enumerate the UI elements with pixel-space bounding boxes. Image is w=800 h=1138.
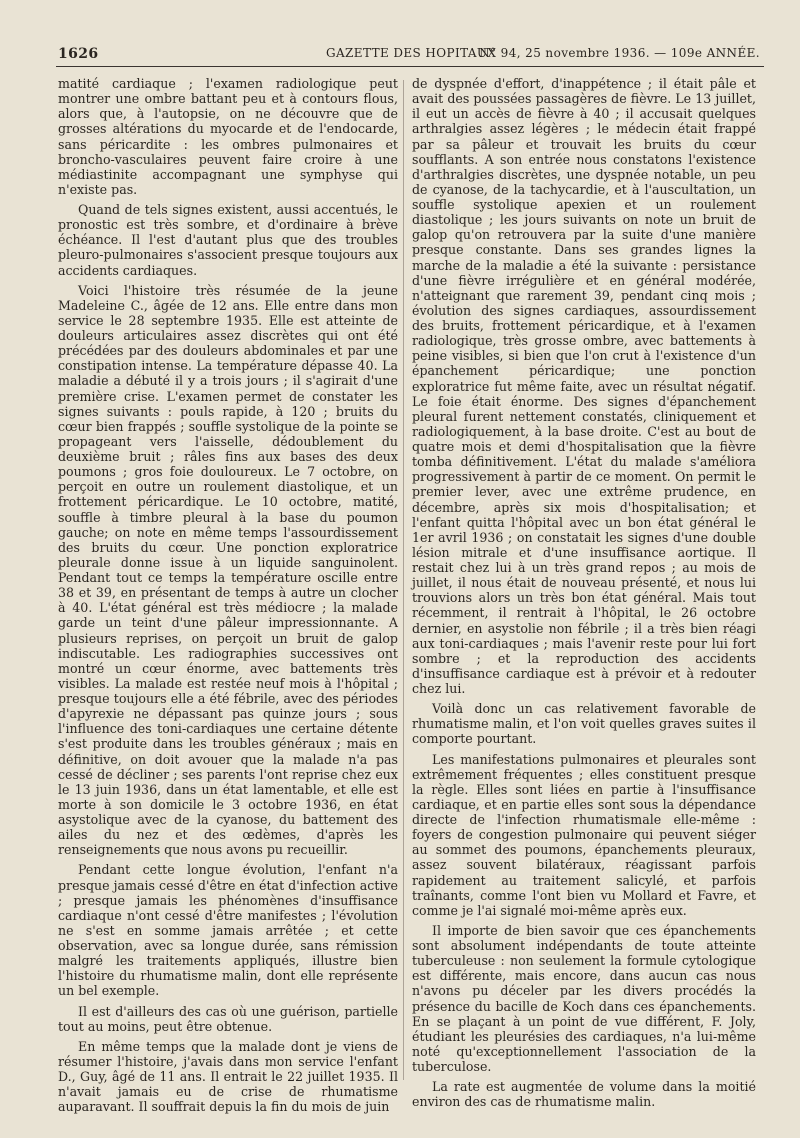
- paragraph: Les manifestations pulmonaires et pleurales sont extrêmement fréquentes ; elles constituent presque la règle. Elles sont liées en partie à l'insuffisance cardiaque, et en partie elles sont sous la dépendance directe de l'infection rhumatismale elle-même : foyers de congestion pulmonaire qui peuvent siéger au sommet des poumons, épanchements pleuraux, assez souvent bilatéraux, réagissant parfois rapidement au traitement salicylé, et parfois traînants, comme l'ont bien vu Mollard et Favre, et comme je l'ai signalé moi-même après eux.: [412, 751, 756, 918]
- issue-info: N° 94, 25 novembre 1936. — 109e ANNÉE.: [479, 46, 760, 60]
- header-rule: [56, 66, 764, 67]
- page-header: [58, 42, 760, 64]
- paragraph: de dyspnée d'effort, d'inappétence ; il était pâle et avait des poussées passagères de fièvre. Le 13 juillet, il eut un accès de fièvre à 40 ; il accusait quelques arthralgies assez légères ; le médecin était frappé par sa pâleur et trouvait les bruits du cœur soufflants. A son entrée nous constatons l'existence d'arthralgies discrètes, une dyspnée notable, un peu de cyanose, de la tachycardie, et à l'auscultation, un souffle systolique apexien et un roulement diastolique ; les jours suivants on note un bruit de galop qu'on retrouvera par la suite d'une manière presque constante. Dans ses grandes lignes la marche de la maladie a été la suivante : persistance d'une fièvre irrégulière et en général modérée, n'atteignant que rarement 39, pendant cinq mois ; évolution des signes cardiaques, assourdissement des bruits, frottement péricardique, et à l'examen radiologique, très grosse ombre, avec battements à peine visibles, si bien que l'on crut à l'existence d'un épanchement péricardique; une ponction exploratrice fut même faite, avec un résultat négatif. Le foie était énorme. Des signes d'épanchement pleural furent nettement constatés, cliniquement et radiologiquement, à la base droite. C'est au bout de quatre mois et demi d'hospitalisation que la fièvre tomba définitivement. L'état du malade s'améliora progressivement à partir de ce moment. On permit le premier lever, avec une extrême prudence, en décembre, après six mois d'hospitalisation; et l'enfant quitta l'hôpital avec un bon état général le 1er avril 1936 ; on constatait les signes d'une double lésion mitrale et d'une insuffisance aortique. Il restait chez lui à un très grand repos ; au mois de juillet, il nous était de nouveau présenté, et nous lui trouvions alors un très bon état général. Mais tout récemment, il rentrait à l'hôpital, le 26 octobre dernier, en asystolie non fébrile ; il a très bien réagi aux toni-cardiaques ; mais l'avenir reste pour lui fort sombre ; et la reproduction des accidents d'insuffisance cardiaque est à prévoir et à redouter chez lui.: [412, 76, 756, 696]
- paragraph: matité cardiaque ; l'examen radiologique peut montrer une ombre battant peu et à contours flous, alors que, à l'autopsie, on ne découvre que de grosses altérations du myocarde et de l'endocarde, sans péricardite : les ombres pulmonaires et broncho-vasculaires peuvent faire croire à une médiastinite accompagnant une symphyse qui n'existe pas.: [58, 76, 398, 197]
- journal-title: GAZETTE DES HOPITAUX: [326, 46, 497, 60]
- page-number: 1626: [58, 46, 99, 62]
- paragraph: Il est d'ailleurs des cas où une guérison, partielle tout au moins, peut être obtenue.: [58, 1003, 398, 1034]
- paragraph: En même temps que la malade dont je viens de résumer l'histoire, j'avais dans mon service l'enfant D., Guy, âgé de 11 ans. Il entrait le 22 juillet 1935. Il n'avait jamais eu de crise de rhumatisme auparavant. Il souffrait depuis la fin du mois de juin: [58, 1038, 398, 1115]
- paragraph: Il importe de bien savoir que ces épanchements sont absolument indépendants de toute atteinte tuberculeuse : non seulement la formule cytologique est différente, mais encore, dans aucun cas nous n'avons pu déceler par les divers procédés la présence du bacille de Koch dans ces épanchements. En se plaçant à un point de vue différent, F. Joly, étudiant les pleurésies des cardiaques, n'a lui-même noté qu'exceptionnellement l'association de la tuberculose.: [412, 922, 756, 1074]
- paragraph: Quand de tels signes existent, aussi accentués, le pronostic est très sombre, et d'ordinaire à brève échéance. Il l'est d'autant plus que des troubles pleuro-pulmonaires s'associent presque toujours aux accidents cardiaques.: [58, 202, 398, 278]
- left-column: [58, 76, 398, 1114]
- right-column: [412, 76, 756, 1109]
- paragraph: Voilà donc un cas relativement favorable de rhumatisme malin, et l'on voit quelles graves suites il comporte pourtant.: [412, 701, 756, 747]
- paragraph: La rate est augmentée de volume dans la moitié environ des cas de rhumatisme malin.: [412, 1079, 756, 1110]
- paragraph: Voici l'histoire très résumée de la jeune Madeleine C., âgée de 12 ans. Elle entre dans mon service le 28 septembre 1935. Elle est atteinte de douleurs articulaires assez discrètes qui ont été précédées par des douleurs abdominales et par une constipation intense. La température dépasse 40. La maladie a débuté il y a trois jours ; il s'agirait d'une première crise. L'examen permet de constater les signes suivants : pouls rapide, à 120 ; bruits du cœur bien frappés ; souffle systolique de la pointe se propageant vers l'aisselle, dédoublement du deuxième bruit ; râles fins aux bases des deux poumons ; gros foie douloureux. Le 7 octobre, on perçoit en outre un roulement diastolique, et un frottement péricardique. Le 10 octobre, matité, souffle à timbre pleural à la base du poumon gauche; on note en même temps l'assourdissement des bruits du cœur. Une ponction exploratrice pleurale donne issue à un liquide sanguinolent. Pendant tout ce temps la température oscille entre 38 et 39, en présentant de temps à autre un clocher à 40. L'état général est très médiocre ; la malade garde un teint d'une pâleur impressionnante. A plusieurs reprises, on perçoit un bruit de galop indiscutable. Les radiographies successives ont montré un cœur énorme, avec battements très visibles. La malade est restée neuf mois à l'hôpital ; presque toujours elle a été fébrile, avec des périodes d'apyrexie ne dépassant pas quinze jours ; sous l'influence des toni-cardiaques une certaine détente s'est produite dans les troubles généraux ; mais en définitive, on doit avouer que la malade n'a pas cessé de décliner ; ses parents l'ont reprise chez eux le 13 juin 1936, dans un état lamentable, et elle est morte à son domicile le 3 octobre 1936, en état asystolique avec de la cyanose, du battement des ailes du nez et des œdèmes, d'après les renseignements que nous avons pu recueillir.: [58, 282, 398, 858]
- paragraph: Pendant cette longue évolution, l'enfant n'a presque jamais cessé d'être en état d'infection active ; presque jamais les phénomènes d'insuffisance cardiaque n'ont cessé d'être manifestes ; l'évolution ne s'est en somme jamais arrêtée ; et cette observation, avec sa longue durée, sans rémission malgré les traitements appliqués, illustre bien l'histoire du rhumatisme malin, dont elle représente un bel exemple.: [58, 862, 398, 999]
- column-divider: [403, 80, 404, 1080]
